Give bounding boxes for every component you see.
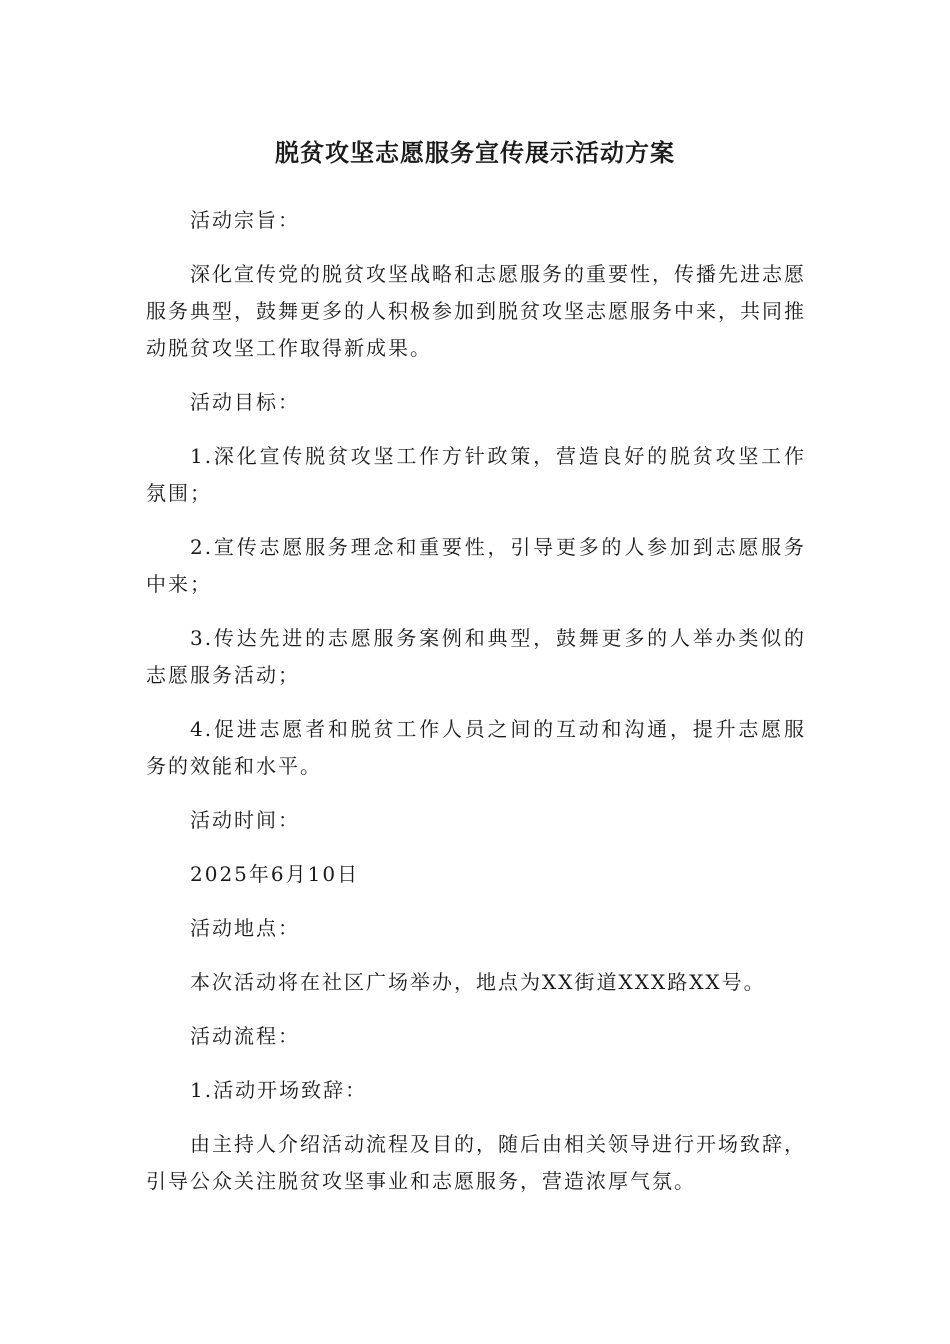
process-step-1-description: 由主持人介绍活动流程及目的，随后由相关领导进行开场致辞，引导公众关注脱贫攻坚事业和志愿服务，营造浓厚气氛。 (146, 1132, 806, 1193)
process-step-1-heading: 1.活动开场致辞： (190, 1078, 368, 1102)
section-heading-location: 活动地点： (190, 916, 300, 940)
document-title: 脱贫攻坚志愿服务宣传展示活动方案 (275, 139, 675, 167)
section-heading-time: 活动时间： (190, 808, 300, 832)
goal-item-4: 4.促进志愿者和脱贫工作人员之间的互动和沟通，提升志愿服务的效能和水平。 (146, 717, 806, 778)
goal-item-3: 3.传达先进的志愿服务案例和典型，鼓舞更多的人举办类似的志愿服务活动； (146, 626, 806, 687)
section-heading-purpose: 活动宗旨： (190, 208, 300, 232)
document-body (146, 202, 806, 1217)
goal-item-2: 2.宣传志愿服务理念和重要性，引导更多的人参加到志愿服务中来； (146, 535, 806, 596)
goal-item-1: 1.深化宣传脱贫攻坚工作方针政策，营造良好的脱贫攻坚工作氛围； (146, 444, 806, 505)
section-heading-process: 活动流程： (190, 1024, 300, 1048)
purpose-paragraph: 深化宣传党的脱贫攻坚战略和志愿服务的重要性，传播先进志愿服务典型，鼓舞更多的人积极参加到脱贫攻坚志愿服务中来，共同推动脱贫攻坚工作取得新成果。 (146, 262, 806, 360)
event-date: 2025年6月10日 (190, 862, 360, 886)
event-location: 本次活动将在社区广场举办，地点为XX街道XXX路XX号。 (190, 970, 766, 994)
section-heading-goals: 活动目标： (190, 390, 300, 414)
